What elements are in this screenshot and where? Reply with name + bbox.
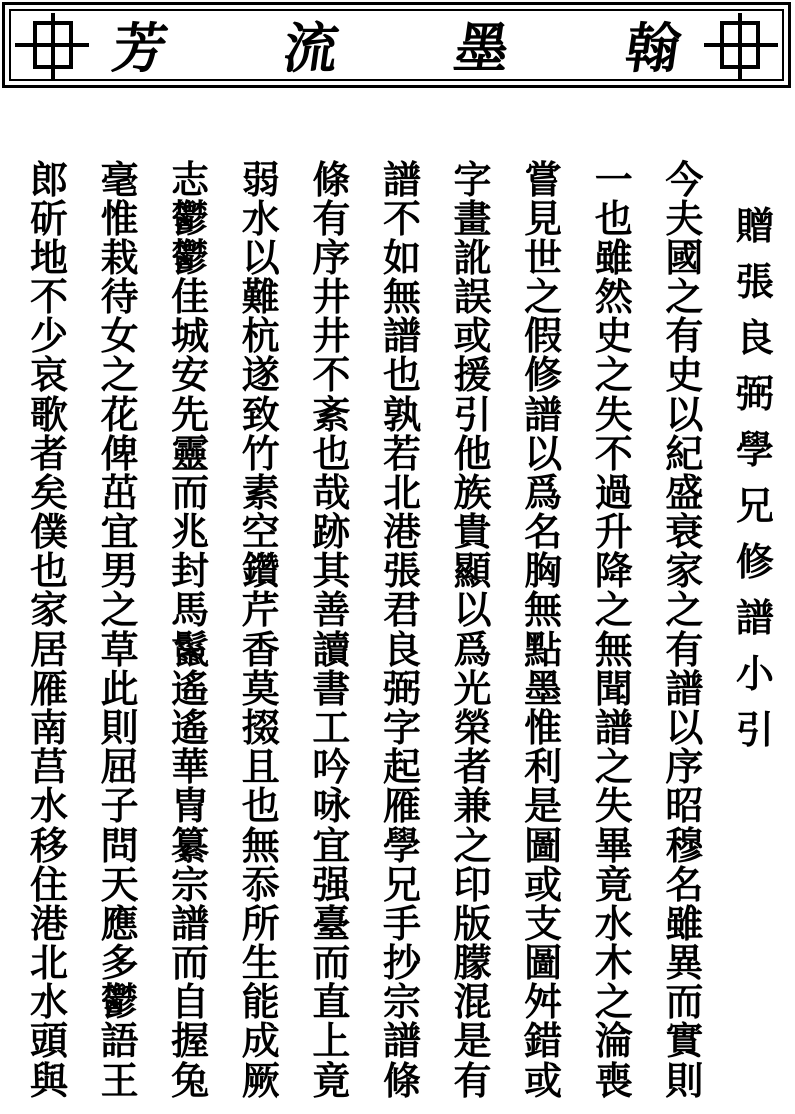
character: 印	[453, 861, 492, 907]
character: 抄	[382, 940, 421, 986]
character: 利	[524, 744, 563, 790]
character: 異	[665, 940, 704, 986]
character: 而	[171, 469, 210, 515]
character: 兆	[171, 509, 210, 555]
character: 素	[241, 469, 280, 515]
character: 咏	[312, 783, 351, 829]
text-column	[657, 156, 711, 1103]
character: 花	[100, 391, 139, 437]
character: 竹	[241, 430, 280, 476]
character: 而	[665, 979, 704, 1025]
character: 者	[29, 430, 68, 476]
character: 錯	[524, 1018, 563, 1064]
character: 志	[171, 156, 210, 202]
character: 學	[382, 822, 421, 868]
character: 圖	[524, 940, 563, 986]
text-column	[163, 156, 217, 1103]
character: 見	[524, 195, 563, 241]
character: 紊	[312, 391, 351, 437]
character: 少	[29, 313, 68, 359]
character: 雁	[382, 783, 421, 829]
character: 或	[453, 313, 492, 359]
character: 實	[665, 1018, 704, 1064]
character: 王	[100, 1057, 139, 1103]
character: 者	[453, 744, 492, 790]
character: 致	[241, 391, 280, 437]
character: 朦	[453, 940, 492, 986]
character: 或	[524, 1057, 563, 1103]
character: 莒	[29, 744, 68, 790]
character: 莫	[241, 665, 280, 711]
character: 纂	[171, 822, 210, 868]
character: 兄	[382, 861, 421, 907]
character: 引	[735, 707, 774, 752]
vertical-text-body	[22, 156, 782, 1103]
character: 而	[312, 940, 351, 986]
character: 郎	[29, 156, 68, 202]
character: 港	[382, 509, 421, 555]
character: 水	[241, 195, 280, 241]
character: 之	[100, 587, 139, 633]
character: 讀	[312, 626, 351, 672]
character: 史	[665, 352, 704, 398]
character: 爲	[524, 469, 563, 515]
character: 也	[312, 430, 351, 476]
character: 譜	[171, 900, 210, 946]
character: 則	[665, 1057, 704, 1103]
character: 也	[382, 352, 421, 398]
character: 而	[171, 940, 210, 986]
character: 多	[100, 940, 139, 986]
character: 掇	[241, 704, 280, 750]
character: 且	[241, 744, 280, 790]
character: 鬣	[171, 626, 210, 672]
character: 工	[312, 704, 351, 750]
text-column	[304, 156, 358, 1103]
fret-ornament-right	[704, 13, 778, 79]
character: 水	[29, 979, 68, 1025]
character: 過	[594, 469, 633, 515]
character: 鑽	[241, 548, 280, 594]
character: 港	[29, 900, 68, 946]
character: 畢	[594, 822, 633, 868]
character: 若	[382, 430, 421, 476]
character: 强	[312, 861, 351, 907]
text-column	[587, 156, 641, 1103]
character: 之	[594, 744, 633, 790]
character: 語	[100, 1018, 139, 1064]
character: 君	[382, 587, 421, 633]
character: 佳	[171, 274, 210, 320]
character: 之	[453, 822, 492, 868]
character: 以	[665, 391, 704, 437]
character: 胸	[524, 548, 563, 594]
character: 遙	[171, 704, 210, 750]
character: 子	[100, 783, 139, 829]
character: 書	[312, 665, 351, 711]
character: 遙	[171, 665, 210, 711]
character: 靈	[171, 430, 210, 476]
character: 然	[594, 274, 633, 320]
text-column	[375, 156, 429, 1103]
character: 學	[735, 427, 774, 472]
character: 孰	[382, 391, 421, 437]
character: 譜	[524, 391, 563, 437]
title-char: 墨	[450, 16, 514, 80]
character: 支	[524, 900, 563, 946]
character: 盛	[665, 469, 704, 515]
character: 點	[524, 626, 563, 672]
character: 北	[382, 469, 421, 515]
character: 惟	[524, 704, 563, 750]
character: 張	[382, 548, 421, 594]
character: 喪	[594, 1057, 633, 1103]
text-column	[516, 156, 570, 1103]
character: 引	[453, 391, 492, 437]
character: 臺	[312, 900, 351, 946]
title-banner	[2, 2, 791, 88]
character: 冑	[171, 783, 210, 829]
character: 居	[29, 626, 68, 672]
character: 畫	[453, 195, 492, 241]
character: 之	[100, 352, 139, 398]
character: 贈	[735, 203, 774, 248]
character: 以	[665, 704, 704, 750]
character: 哀	[29, 352, 68, 398]
character: 善	[312, 587, 351, 633]
character: 爲	[453, 626, 492, 672]
character: 兔	[171, 1057, 210, 1103]
character: 井	[312, 274, 351, 320]
character: 空	[241, 509, 280, 555]
character: 華	[171, 744, 210, 790]
character: 不	[382, 195, 421, 241]
character: 條	[312, 156, 351, 202]
character: 家	[665, 548, 704, 594]
character: 雖	[594, 234, 633, 280]
character: 井	[312, 313, 351, 359]
character: 水	[29, 783, 68, 829]
character: 生	[241, 940, 280, 986]
character: 譜	[594, 704, 633, 750]
character: 版	[453, 900, 492, 946]
character: 降	[594, 548, 633, 594]
text-column	[446, 156, 500, 1103]
character: 天	[100, 861, 139, 907]
character: 鬱	[171, 234, 210, 280]
character: 所	[241, 900, 280, 946]
character: 舛	[524, 979, 563, 1025]
character: 失	[594, 391, 633, 437]
character: 升	[594, 509, 633, 555]
character: 以	[524, 430, 563, 476]
character: 穆	[665, 822, 704, 868]
character: 無	[241, 822, 280, 868]
character: 之	[665, 274, 704, 320]
character: 水	[594, 900, 633, 946]
character: 弼	[735, 371, 774, 416]
character: 兼	[453, 783, 492, 829]
character: 鬱	[100, 979, 139, 1025]
title-char: 翰	[621, 16, 685, 80]
character: 字	[453, 156, 492, 202]
character: 嘗	[524, 156, 563, 202]
character: 榮	[453, 704, 492, 750]
character: 譜	[382, 1018, 421, 1064]
character: 宜	[100, 509, 139, 555]
character: 是	[524, 783, 563, 829]
character: 香	[241, 626, 280, 672]
character: 跡	[312, 509, 351, 555]
character: 待	[100, 274, 139, 320]
character: 城	[171, 313, 210, 359]
character: 小	[735, 651, 774, 696]
character: 不	[594, 430, 633, 476]
character: 先	[171, 391, 210, 437]
character: 貴	[453, 509, 492, 555]
character: 北	[29, 940, 68, 986]
character: 世	[524, 234, 563, 280]
character: 無	[524, 587, 563, 633]
character: 木	[594, 940, 633, 986]
text-column	[234, 156, 288, 1103]
character: 直	[312, 979, 351, 1025]
character: 杭	[241, 313, 280, 359]
character: 難	[241, 274, 280, 320]
character: 失	[594, 783, 633, 829]
character: 譜	[665, 665, 704, 711]
character: 雖	[665, 900, 704, 946]
character: 弱	[241, 156, 280, 202]
character: 混	[453, 979, 492, 1025]
character: 一	[594, 156, 633, 202]
character: 紀	[665, 430, 704, 476]
character: 訛	[453, 234, 492, 280]
character: 宗	[171, 861, 210, 907]
character: 厥	[241, 1057, 280, 1103]
character: 假	[524, 313, 563, 359]
character: 名	[524, 509, 563, 555]
character: 則	[100, 704, 139, 750]
character: 竟	[594, 861, 633, 907]
character: 是	[453, 1018, 492, 1064]
character: 惟	[100, 195, 139, 241]
character: 兄	[735, 483, 774, 528]
character: 修	[524, 352, 563, 398]
character: 誤	[453, 274, 492, 320]
character: 此	[100, 665, 139, 711]
character: 之	[524, 274, 563, 320]
character: 弼	[382, 665, 421, 711]
character: 有	[453, 1057, 492, 1103]
character: 淪	[594, 1018, 633, 1064]
character: 哉	[312, 469, 351, 515]
character: 手	[382, 900, 421, 946]
character: 歌	[29, 391, 68, 437]
character: 序	[312, 234, 351, 280]
character: 條	[382, 1057, 421, 1103]
character: 應	[100, 900, 139, 946]
character: 不	[29, 274, 68, 320]
character: 也	[29, 548, 68, 594]
character: 史	[594, 313, 633, 359]
character: 問	[100, 822, 139, 868]
character: 遂	[241, 352, 280, 398]
character: 張	[735, 259, 774, 304]
character: 或	[524, 861, 563, 907]
title-char: 流	[279, 16, 343, 80]
character: 之	[594, 352, 633, 398]
character: 以	[241, 234, 280, 280]
character: 安	[171, 352, 210, 398]
character: 忝	[241, 861, 280, 907]
character: 有	[665, 313, 704, 359]
title	[97, 13, 696, 83]
character: 今	[665, 156, 704, 202]
character: 序	[665, 744, 704, 790]
character: 地	[29, 234, 68, 280]
text-column	[93, 156, 147, 1103]
character: 毫	[100, 156, 139, 202]
character: 屈	[100, 744, 139, 790]
character: 宗	[382, 979, 421, 1025]
character: 譜	[735, 595, 774, 640]
character: 良	[735, 315, 774, 360]
character: 栽	[100, 234, 139, 280]
character: 男	[100, 548, 139, 594]
character: 封	[171, 548, 210, 594]
character: 住	[29, 861, 68, 907]
character: 以	[453, 587, 492, 633]
character: 墨	[524, 665, 563, 711]
character: 國	[665, 234, 704, 280]
character: 夫	[665, 195, 704, 241]
character: 之	[594, 587, 633, 633]
character: 僕	[29, 509, 68, 555]
character: 衰	[665, 509, 704, 555]
title-char: 芳	[108, 16, 172, 80]
character: 成	[241, 1018, 280, 1064]
character: 無	[594, 626, 633, 672]
character: 自	[171, 979, 210, 1025]
character: 名	[665, 861, 704, 907]
text-column	[22, 156, 76, 1103]
character: 昭	[665, 783, 704, 829]
character: 女	[100, 313, 139, 359]
character: 聞	[594, 665, 633, 711]
fret-ornament-left	[15, 13, 89, 79]
character: 雁	[29, 665, 68, 711]
character: 修	[735, 539, 774, 584]
character: 移	[29, 822, 68, 868]
character: 有	[312, 195, 351, 241]
character: 馬	[171, 587, 210, 633]
character: 譜	[382, 156, 421, 202]
character: 吟	[312, 744, 351, 790]
character: 不	[312, 352, 351, 398]
character: 之	[665, 587, 704, 633]
character: 能	[241, 979, 280, 1025]
character: 起	[382, 744, 421, 790]
character: 也	[594, 195, 633, 241]
character: 茁	[100, 469, 139, 515]
character: 無	[382, 274, 421, 320]
character: 竟	[312, 1057, 351, 1103]
character: 矣	[29, 469, 68, 515]
character: 族	[453, 469, 492, 515]
character: 宜	[312, 822, 351, 868]
character: 握	[171, 1018, 210, 1064]
character: 也	[241, 783, 280, 829]
character: 芹	[241, 587, 280, 633]
heading-column	[728, 160, 782, 1100]
character: 家	[29, 587, 68, 633]
character: 俾	[100, 430, 139, 476]
character: 他	[453, 430, 492, 476]
character: 之	[594, 979, 633, 1025]
character: 援	[453, 352, 492, 398]
character: 與	[29, 1057, 68, 1103]
character: 光	[453, 665, 492, 711]
character: 上	[312, 1018, 351, 1064]
character: 鬱	[171, 195, 210, 241]
character: 字	[382, 704, 421, 750]
character: 有	[665, 626, 704, 672]
character: 譜	[382, 313, 421, 359]
character: 頭	[29, 1018, 68, 1064]
character: 如	[382, 234, 421, 280]
character: 南	[29, 704, 68, 750]
character: 草	[100, 626, 139, 672]
character: 顯	[453, 548, 492, 594]
character: 圖	[524, 822, 563, 868]
character: 其	[312, 548, 351, 594]
character: 斫	[29, 195, 68, 241]
character: 良	[382, 626, 421, 672]
